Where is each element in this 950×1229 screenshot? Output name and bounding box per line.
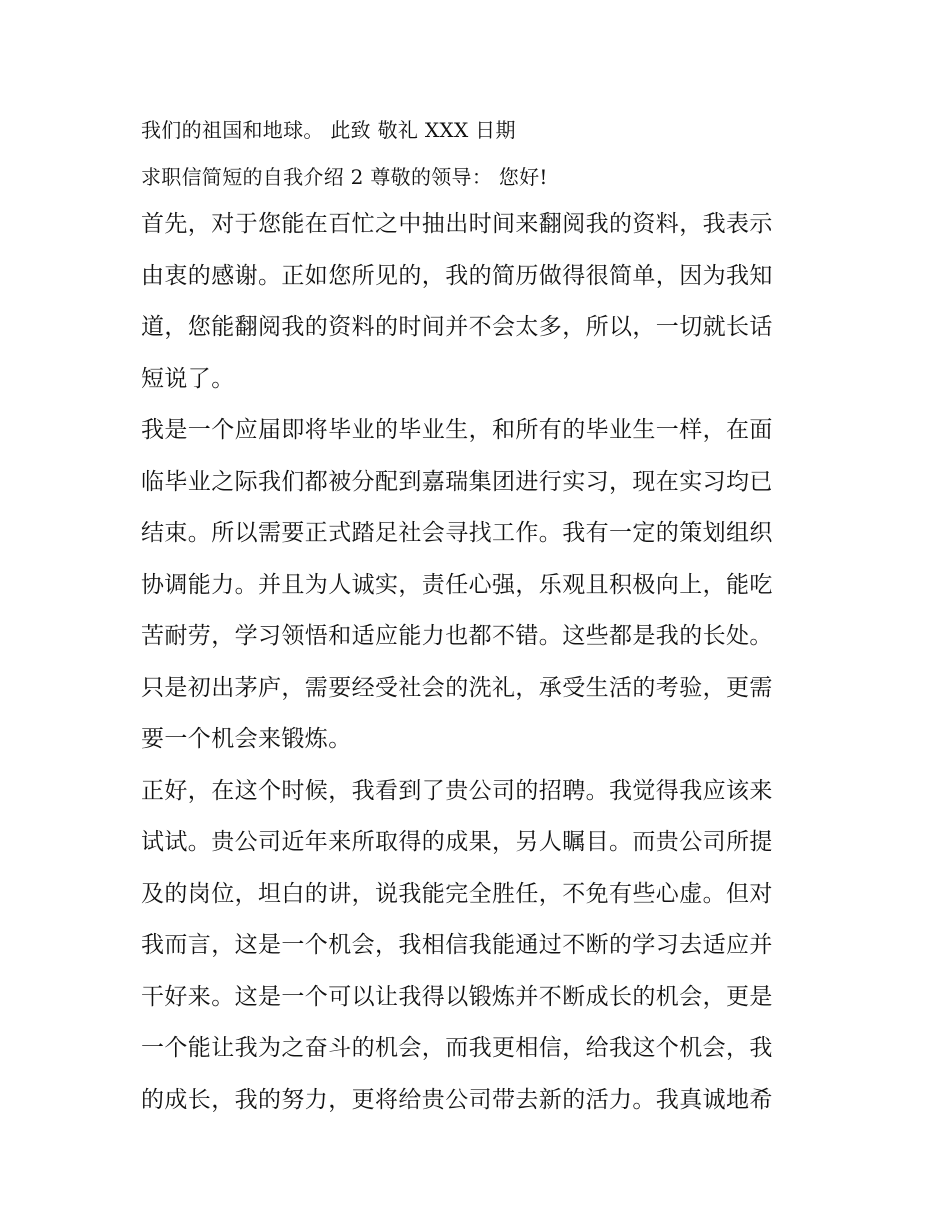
- document-body: [141, 108, 821, 1129]
- text-line: 要一个机会来锻炼。: [141, 726, 352, 752]
- text-line: 首先，对于您能在百忙之中抽出时间来翻阅我的资料，我表示: [141, 211, 773, 237]
- text-line: 试试。贵公司近年来所取得的成果，另人瞩目。而贵公司所提: [141, 829, 773, 855]
- text-line: 结束。所以需要正式踏足社会寻找工作。我有一定的策划组织: [141, 520, 773, 546]
- text-line: 协调能力。并且为人诚实，责任心强，乐观且积极向上，能吃: [141, 571, 773, 598]
- text-line: 我是一个应届即将毕业的毕业生，和所有的毕业生一样，在面: [141, 417, 773, 443]
- text-line: 我而言，这是一个机会，我相信我能通过不断的学习去适应并: [141, 932, 773, 958]
- text-line: 由衷的感谢。正如您所见的，我的简历做得很简单，因为我知: [141, 262, 773, 289]
- text-line: 干好来。这是一个可以让我得以锻炼并不断成长的机会，更是: [141, 983, 773, 1010]
- text-line: 苦耐劳，学习领悟和适应能力也都不错。这些都是我的长处。: [141, 623, 773, 649]
- text-line: 短说了。: [141, 365, 235, 392]
- text-line-heading: 求职信简短的自我介绍 2 尊敬的领导： 您好!: [141, 165, 548, 189]
- text-line: 及的岗位，坦白的讲，说我能完全胜任，不免有些心虚。但对: [141, 880, 773, 907]
- text-line-closing: 我们的祖国和地球。 此致 敬礼 XXX 日期: [141, 118, 516, 142]
- text-line: 临毕业之际我们都被分配到嘉瑞集团进行实习，现在实习均已: [141, 468, 773, 495]
- text-line: 只是初出茅庐，需要经受社会的洗礼，承受生活的考验，更需: [141, 674, 773, 701]
- text-line: 一个能让我为之奋斗的机会，而我更相信，给我这个机会，我: [141, 1035, 773, 1061]
- text-line: 道，您能翻阅我的资料的时间并不会太多，所以，一切就长话: [141, 314, 773, 340]
- text-line: 正好，在这个时候，我看到了贵公司的招聘。我觉得我应该来: [141, 777, 773, 804]
- text-line: 的成长，我的努力，更将给贵公司带去新的活力。我真诚地希: [141, 1086, 773, 1113]
